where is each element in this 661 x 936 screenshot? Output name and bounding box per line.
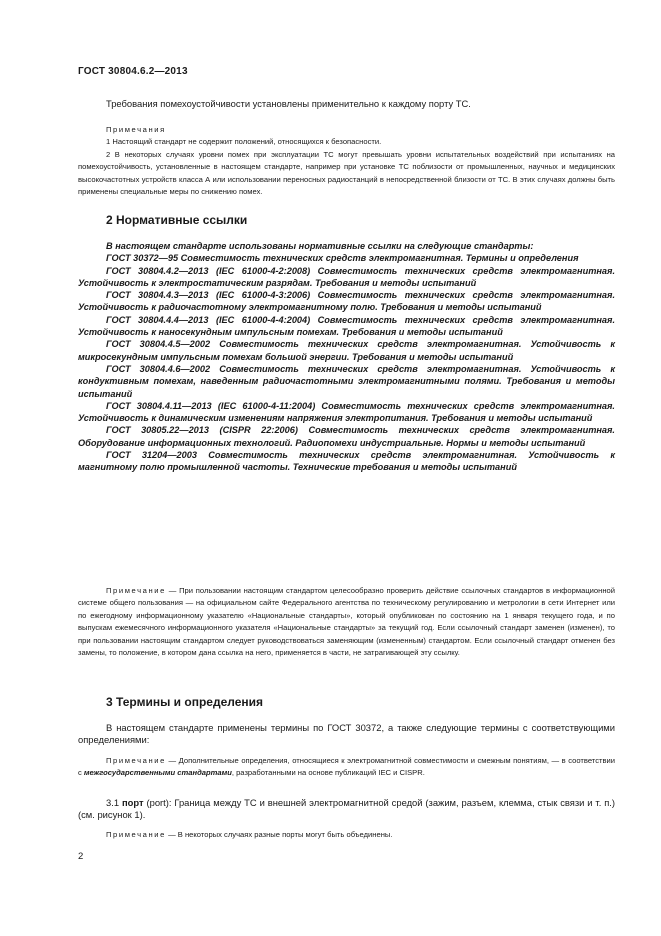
reference-item: ГОСТ 30804.4.4—2013 (IEC 61000-4-4:2004) Совместимость технических средств электромагнитная. Устойчивость к наносекундным импульсным помехам. Требования и методы испытаний: [78, 314, 615, 338]
term-definition: [78, 797, 615, 821]
reference-item: ГОСТ 30804.4.5—2002 Совместимость технических средств электромагнитная. Устойчивость к микросекундным импульсным помехам большой энергии. Требования и методы испытаний: [78, 339, 615, 362]
document-header: ГОСТ 30804.6.2—2013: [78, 66, 188, 77]
note-label: Примечание: [106, 586, 166, 595]
reference-item: ГОСТ 30804.4.6—2002 Совместимость технических средств электромагнитная. Устойчивость к кондуктивным помехам, наведенным радиочастотными электромагнитными полями. Требования и методы испытаний: [78, 363, 615, 399]
references-lead: В настоящем стандарте использованы нормативные ссылки на следующие стандарты:: [106, 241, 534, 251]
page-number: 2: [78, 851, 84, 862]
terms-note: Примечание — Дополнительные определения, относящиеся к электромагнитной совместимости и смежным понятиям, — в соответствии с межгосударственными стандартами, разработанными на основе публикаций IEC и CISPR.: [78, 756, 615, 778]
reference-item: ГОСТ 30372—95 Совместимость технических средств электромагнитная. Термины и определения: [106, 253, 579, 264]
emphasis-text: межгосударственными стандартами: [83, 768, 232, 778]
term-name: порт: [121, 797, 144, 808]
note-item-2: 2 В некоторых случаях уровни помех при эксплуатации ТС могут превышать уровни испытательных воздействий при испытаниях на помехоустойчивость, установленные в настоящем стандарте, например при установке ТС поблизости от промышленных, научных и медицинских высокочастотных устройств класса А или использовании переносных радиостанций в непосредственной близости от ТС. В этих случаях должны быть применены специальные меры по снижению помех.: [78, 149, 615, 197]
note-text: — При пользовании настоящим стандартом целесообразно проверить действие ссылочных стандартов в информационной системе общего пользования — на официальном сайте Федерального агентства по техническому регулированию и метрологии в сети Интернет или по ежегодному информационному указателю «Национальные стандарты», который опубликован по состоянию на 1 января текущего года, и по выпускам ежемесячного информационного указателя «Национальные стандарты» за текущий год. Если ссылочный стандарт заменен (изменен), то при пользовании настоящим стандартом следует руководствоваться заменяющим (измененным) стандартом. Если ссылочный стандарт отменен без замены, то положение, в котором дана ссылка на него, применяется в части, не затрагивающей эту ссылку.: [78, 586, 615, 658]
normative-references: [78, 240, 615, 474]
reference-item: ГОСТ 31204—2003 Совместимость технических средств электромагнитная. Устойчивость к магнитному полю промышленной частоты. Технические требования и методы испытаний: [78, 450, 615, 473]
note-label: Примечание: [106, 830, 166, 839]
note-item-1: 1 Настоящий стандарт не содержит положений, относящихся к безопасности.: [106, 137, 382, 147]
reference-item: ГОСТ 30805.22—2013 (CISPR 22:2006) Совместимость технических средств электромагнитная. Оборудование информационных технологий. Радиопомехи индустриальные. Нормы и методы испытаний: [78, 425, 615, 448]
note-text: — В некоторых случаях разные порты могут быть объединены.: [168, 830, 393, 839]
term-definition-text: (port): Граница между ТС и внешней электромагнитной средой (зажим, разъем, клемма, стык связи и т. п.) (см. рисунок 1).: [78, 797, 616, 821]
notes-block: [78, 124, 615, 198]
references-note: [78, 585, 615, 659]
intro-paragraph: Требования помехоустойчивости установлены применительно к каждому порту ТС.: [106, 98, 471, 109]
section-2-heading: 2 Нормативные ссылки: [106, 213, 248, 227]
reference-item: ГОСТ 30804.4.2—2013 (IEC 61000-4-2:2008) Совместимость технических средств электромагнитная. Устойчивость к электростатическим разрядам. Требования и методы испытаний: [78, 265, 615, 288]
term-note: [78, 829, 615, 841]
term-number: 3.1: [106, 797, 120, 808]
terms-lead: В настоящем стандарте применены термины по ГОСТ 30372, а также следующие термины с соответствующими определениями:: [78, 722, 615, 746]
notes-title: Примечания: [106, 125, 166, 134]
section-3-heading: 3 Термины и определения: [106, 695, 264, 709]
reference-item: ГОСТ 30804.4.11—2013 (IEC 61000-4-11:2004) Совместимость технических средств электромагнитная. Устойчивость к динамическим изменениям напряжения электропитания. Требования и методы испытаний: [78, 400, 615, 424]
note-label: Примечание: [106, 756, 166, 765]
reference-item: ГОСТ 30804.4.3—2013 (IEC 61000-4-3:2006) Совместимость технических средств электромагнитная. Устойчивость к радиочастотному электромагнитному полю. Требования и методы испытаний: [78, 290, 615, 313]
